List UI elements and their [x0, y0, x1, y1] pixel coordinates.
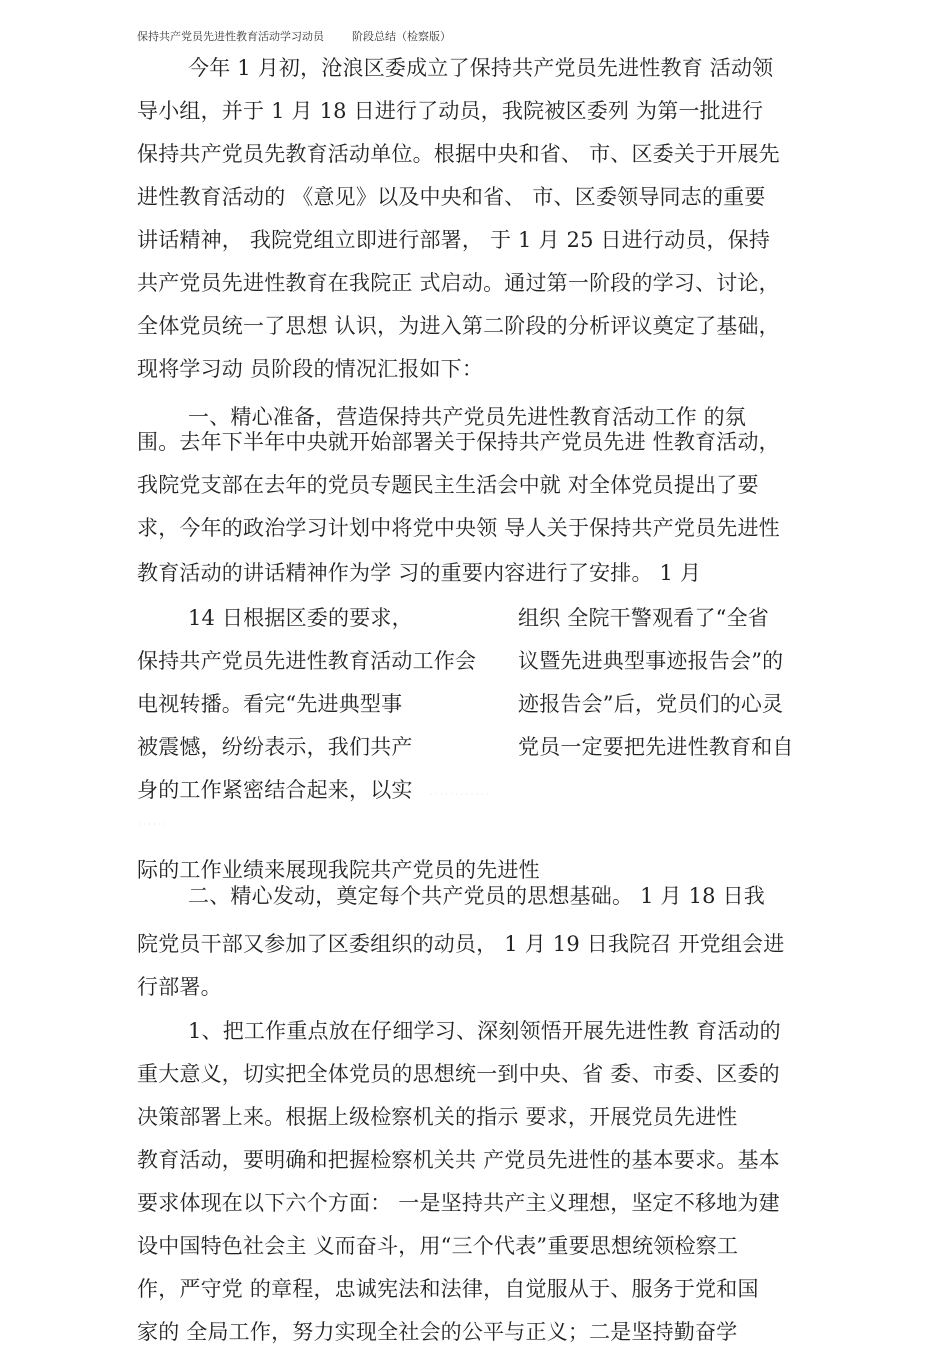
body-line: 导小组，并于 1 月 18 日进行了动员，我院被区委列 为第一批进行	[137, 99, 764, 123]
header-title: 保持共产党员先进性教育活动学习动员	[137, 30, 324, 43]
body-line: 求，今年的政治学习计划中将党中央领 导人关于保持共产党员先进性	[137, 516, 780, 540]
body-line: 家的 全局工作，努力实现全社会的公平与正义；二是坚持勤奋学	[137, 1320, 738, 1344]
body-line: 设中国特色社会主 义而奋斗，用“三个代表”重要思想统领检察工	[137, 1234, 739, 1258]
header-subtitle: 阶段总结（检察版）	[352, 30, 451, 43]
body-line: 现将学习动 员阶段的情况汇报如下：	[137, 357, 484, 381]
body-line: 决策部署上来。根据上级检察机关的指示 要求，开展党员先进性	[137, 1105, 738, 1129]
body-line: 保持共产党员先教育活动单位。根据中央和省、 市、区委关于开展先	[137, 142, 780, 166]
split-left-line: 电视转播。看完“先进典型事	[137, 692, 403, 716]
body-line: 要求体现在以下六个方面： 一是坚持共产主义理想，坚定不移地为建	[137, 1191, 780, 1215]
split-left-line: 保持共产党员先进性教育活动工作会	[137, 649, 477, 673]
scan-artifact: · · · · · · · · · · · ·	[430, 790, 489, 799]
split-left-line: 被震憾，纷纷表示，我们共产	[137, 735, 413, 759]
split-right-line: 党员一定要把先进性教育和自	[518, 735, 794, 759]
split-left-line: 身的工作紧密结合起来，以实	[137, 778, 413, 802]
body-line: 院党员干部又参加了区委组织的动员， 1 月 19 日我院召 开党组会进	[137, 932, 785, 956]
body-line: 1、把工作重点放在仔细学习、深刻领悟开展先进性教 育活动的	[188, 1019, 781, 1043]
body-line: 重大意义，切实把全体党员的思想统一到中央、省 委、市委、区委的	[137, 1062, 780, 1086]
split-right-line: 议暨先进典型事迹报告会”的	[518, 649, 784, 673]
body-line: 二、精心发动，奠定每个共产党员的思想基础。 1 月 18 日我	[188, 884, 765, 908]
split-right-line: 迹报告会”后，党员们的心灵	[518, 692, 784, 716]
body-line: 围。去年下半年中央就开始部署关于保持共产党员先进 性教育活动，	[137, 430, 780, 454]
split-right-line: 组织 全院干警观看了“全省	[518, 606, 770, 630]
body-line: 际的工作业绩来展现我院共产党员的先进性	[137, 858, 540, 882]
body-line: 教育活动，要明确和把握检察机关共 产党员先进性的基本要求。基本	[137, 1148, 780, 1172]
body-line: 进性教育活动的 《意见》以及中央和省、 市、区委领导同志的重要	[137, 185, 766, 209]
body-line: 行部署。	[137, 975, 222, 999]
body-line: 全体党员统一了思想 认识，为进入第二阶段的分析评议奠定了基础，	[137, 314, 780, 338]
scan-artifact: · · · · · ·	[138, 820, 166, 829]
body-line: 共产党员先进性教育在我院正 式启动。通过第一阶段的学习、讨论，	[137, 271, 780, 295]
body-line: 教育活动的讲话精神作为学 习的重要内容进行了安排。 1 月	[137, 561, 702, 585]
body-line: 讲话精神， 我院党组立即进行部署， 于 1 月 25 日进行动员，保持	[137, 228, 771, 252]
body-line: 今年 1 月初，沧浪区委成立了保持共产党员先进性教育 活动领	[188, 56, 774, 80]
body-line: 一、精心准备，营造保持共产党员先进性教育活动工作 的氛	[188, 405, 747, 429]
body-line: 作，严守党 的章程，忠诚宪法和法律，自觉服从于、服务于党和国	[137, 1277, 759, 1301]
body-line: 我院党支部在去年的党员专题民主生活会中就 对全体党员提出了要	[137, 473, 759, 497]
split-left-line: 14 日根据区委的要求，	[188, 606, 413, 630]
